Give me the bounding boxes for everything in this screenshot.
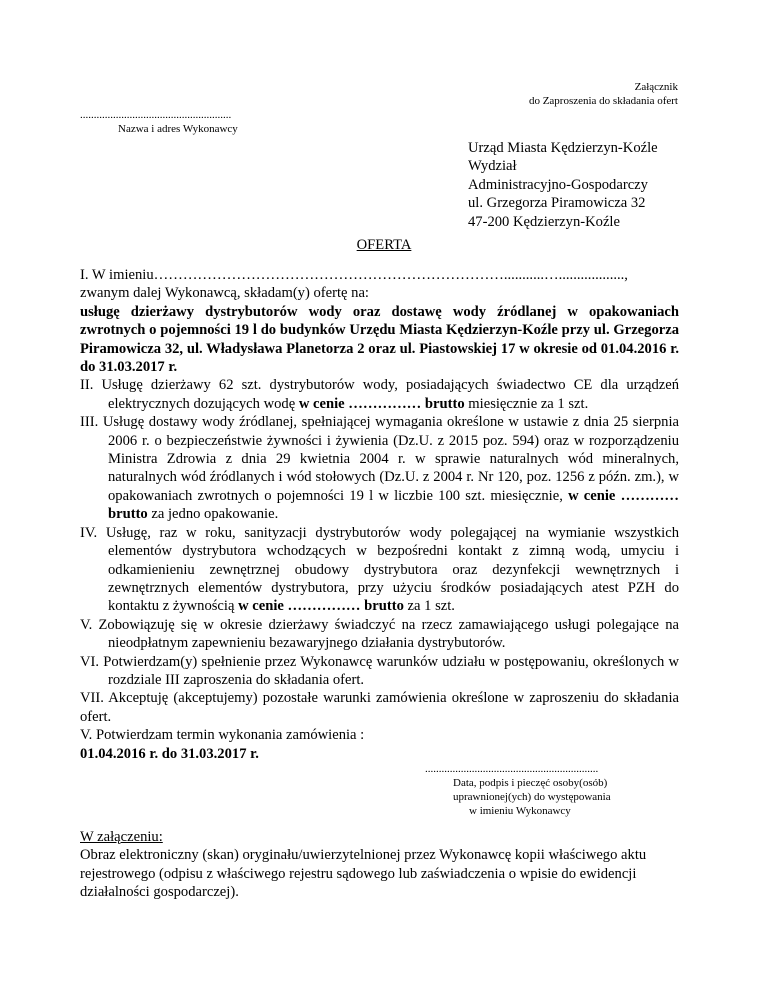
attachment-line-1: Załącznik bbox=[634, 81, 678, 93]
signature-block bbox=[425, 762, 685, 818]
signature-line-3: w imieniu Wykonawcy bbox=[469, 805, 571, 817]
section-2 bbox=[80, 376, 679, 413]
attachments-heading: W załączeniu: bbox=[80, 829, 163, 845]
section-1-subject bbox=[80, 303, 679, 377]
attachments-block bbox=[80, 828, 680, 902]
contractor-block bbox=[80, 108, 320, 136]
section-7: VII. Akceptuję (akceptujemy) pozostałe warunki zamówienia określone w zaproszeniu do składania ofert. bbox=[80, 690, 679, 725]
attachments-text: Obraz elektroniczny (skan) oryginału/uwierzytelnionej przez Wykonawcę kopii właściwego aktu rejestrowego (odpisu z właściwego rejestru sądowego lub zaświadczenia o wpisie do ewidencji działalności gospodarczej). bbox=[80, 847, 647, 901]
section-1-subject-text: usługę dzierżawy dystrybutorów wody oraz dostawę wody źródlanej w opakowaniach zwrotnych o pojemności 19 l do budynków Urzędu Miasta Kędzierzyn-Koźle przy ul. Grzegorza Piramowicza 32, ul. Władysława Planetorza 2 oraz ul. Piastowskiej 17 w okresie od 01.04.2016 r. do 31.03.2017 r. bbox=[80, 303, 679, 376]
attachment-header bbox=[400, 80, 678, 108]
section-3-post: za jedno opakowanie. bbox=[147, 506, 279, 523]
signature-line-2: uprawnionej(ych) do występowania bbox=[453, 791, 611, 803]
section-5: V. Zobowiązuję się w okresie dzierżawy świadczyć na rzecz zamawiającego usługi polegające na nieodpłatnym zapewnieniu bezawaryjnego działania dystrybutorów. bbox=[80, 616, 679, 652]
section-8-dates bbox=[80, 745, 679, 763]
section-1-line-2: zwanym dalej Wykonawcą, składam(y) ofertę na: bbox=[80, 285, 369, 302]
recipient-line-4: ul. Grzegorza Piramowicza 32 bbox=[468, 195, 646, 212]
contractor-dots: ....................................................... bbox=[80, 109, 232, 121]
section-4-post: za 1 szt. bbox=[403, 598, 455, 615]
recipient-line-1: Urząd Miasta Kędzierzyn-Koźle bbox=[468, 140, 658, 156]
document-title: OFERTA bbox=[356, 237, 412, 253]
contractor-label: Nazwa i adres Wykonawcy bbox=[118, 123, 238, 135]
recipient-line-3: Administracyjno-Gospodarczy bbox=[468, 176, 648, 193]
offer-body bbox=[80, 266, 679, 763]
section-2-post: miesięcznie za 1 szt. bbox=[464, 395, 589, 412]
signature-line-1: Data, podpis i pieczęć osoby(osób) bbox=[453, 777, 608, 789]
section-4-price: w cenie …………… brutto bbox=[238, 598, 404, 615]
section-4 bbox=[80, 524, 679, 616]
attachment-line-2: do Zaproszenia do składania ofert bbox=[528, 95, 678, 107]
section-3 bbox=[80, 413, 679, 523]
recipient-address bbox=[468, 139, 708, 231]
section-2-pre: II. Usługę dzierżawy 62 szt. dystrybutorów wody, posiadających świadectwo CE dla urządzeń elektrycznych dozujących wodę bbox=[80, 377, 679, 412]
section-8-dates-text: 01.04.2016 r. do 31.03.2017 r. bbox=[80, 745, 259, 762]
recipient-line-2: Wydział bbox=[468, 158, 517, 175]
section-3-pre: III. Usługę dostawy wody źródlanej, spełniającej wymagania określone w ustawie z dnia 25 sierpnia 2006 r. o bezpieczeństwie żywności i żywienia (Dz.U. z 2015 poz. 594) oraz w rozporządzeniu Ministra Zdrowia z dnia 29 kwietnia 2004 r. w sprawie naturalnych wód mineralnych, naturalnych wód źródlanych i wód stołowych (Dz.U. z 2004 r. Nr 120, poz. 1256 z późn. zm.), w opakowaniach zwrotnych o pojemności 19 l w liczbie 100 szt. miesięcznie, bbox=[80, 414, 679, 504]
signature-dots: ............................................................... bbox=[425, 763, 599, 775]
section-2-price: w cenie …………… brutto bbox=[298, 395, 465, 412]
recipient-line-5: 47-200 Kędzierzyn-Koźle bbox=[468, 213, 620, 230]
section-3-price: w cenie ………… brutto bbox=[108, 487, 679, 523]
section-4-pre: IV. Usługę, raz w roku, sanityzacji dystrybutorów wody polegającej na wymianie wszystkich elementów dystrybutora wchodzących w bezpośredni kontakt z zimną wodą, umyciu i odkamienieniu zewnętrznej obudowy dystrybutora oraz dezynfekcji wewnętrznych i zewnętrznych elementów dystrybutora, przy użyciu środków posiadających atest PZH do kontaktu z żywnością bbox=[80, 524, 679, 615]
section-6: VI. Potwierdzam(y) spełnienie przez Wykonawcę warunków udziału w postępowaniu, określonych w rozdziale III zaproszenia do składania ofert. bbox=[80, 653, 679, 688]
section-8-line: V. Potwierdzam termin wykonania zamówienia : bbox=[80, 727, 365, 744]
section-1-line-1: I. W imieniu………………………………………………………………...........….................., bbox=[80, 267, 628, 283]
